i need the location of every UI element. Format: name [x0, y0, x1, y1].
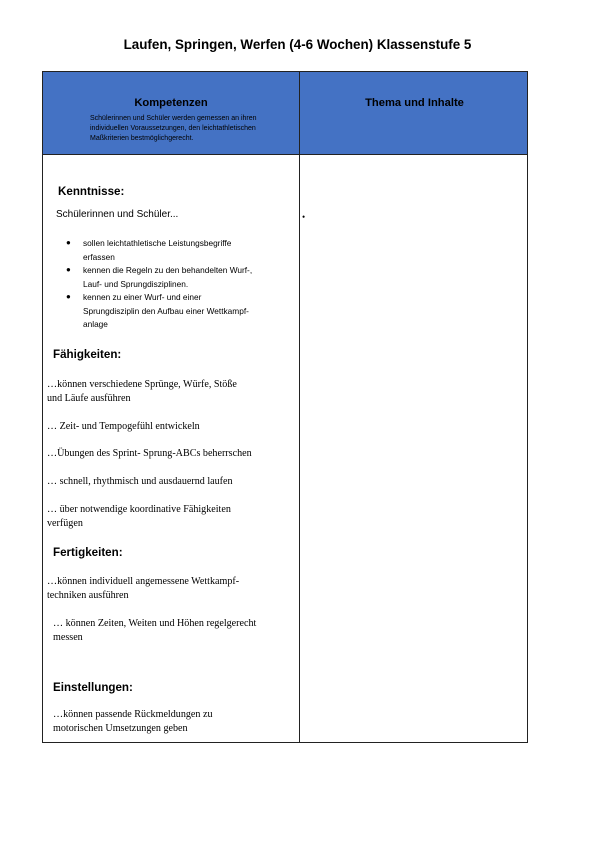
header-kompetenzen: Kompetenzen	[134, 97, 208, 109]
page-title: Laufen, Springen, Werfen (4-6 Wochen) Klassenstufe 5	[123, 37, 472, 52]
list-item: kennen zu einer Wurf- und einer Sprungdisziplin den Aufbau einer Wettkampf- anlage	[83, 292, 249, 329]
list-item: … können Zeiten, Weiten und Höhen regelgerecht messen	[53, 618, 257, 643]
section-title-fertigkeiten: Fertigkeiten:	[53, 546, 123, 559]
section-title-einstellungen: Einstellungen:	[53, 681, 133, 694]
list-item: … schnell, rhythmisch und ausdauernd laufen	[47, 476, 233, 487]
section-title-kenntnisse: Kenntnisse:	[58, 185, 125, 198]
list-item: …können passende Rückmeldungen zu motorischen Umsetzungen geben	[53, 709, 213, 734]
header-thema-inhalte: Thema und Inhalte	[365, 97, 464, 109]
header-desc-line: Maßkriterien bestmöglichgerecht.	[90, 135, 194, 142]
bullet-icon: ●	[66, 292, 71, 301]
list-item: …können verschiedene Sprünge, Würfe, Stöße und Läufe ausführen	[47, 379, 237, 404]
section-title-faehigkeiten: Fähigkeiten:	[53, 348, 122, 361]
header-description	[90, 114, 295, 144]
list-item: …Übungen des Sprint- Sprung-ABCs beherrschen	[47, 448, 252, 459]
bullet-icon: ●	[66, 265, 71, 274]
header-desc-line: Schülerinnen und Schüler werden gemessen an ihren	[90, 115, 257, 122]
bullet-icon: ●	[66, 238, 71, 247]
competence-table	[42, 71, 528, 743]
list-item: … Zeit- und Tempogefühl entwickeln	[47, 421, 200, 432]
list-item: … über notwendige koordinative Fähigkeiten verfügen	[47, 504, 231, 529]
list-item: sollen leichtathletische Leistungsbegriffe erfassen	[83, 238, 232, 262]
bullet-icon: •	[302, 212, 306, 222]
list-item: kennen die Regeln zu den behandelten Wurf-, Lauf- und Sprungdisziplinen.	[83, 265, 253, 289]
header-desc-line: individuellen Voraussetzungen, den leichtathletischen	[90, 125, 256, 132]
kenntnisse-intro: Schülerinnen und Schüler...	[56, 209, 179, 220]
list-item: …können individuell angemessene Wettkampf- techniken ausführen	[47, 576, 240, 601]
